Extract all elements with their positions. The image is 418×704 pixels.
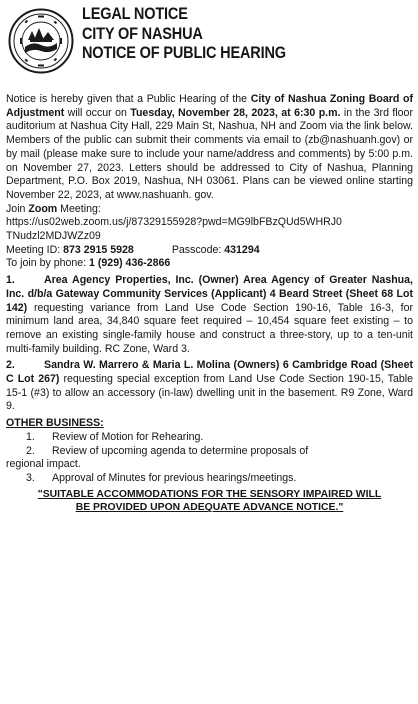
other-business-item [6, 445, 413, 459]
meeting-id-value: 873 2915 5928 [63, 243, 134, 256]
other-business-text: Review of Motion for Rehearing. [52, 430, 204, 443]
other-business-item [6, 472, 413, 486]
accommodation-notice-line-1: "SUITABLE ACCOMMODATIONS FOR THE SENSORY IMPAIRED WILL [37, 488, 382, 500]
agenda-item-title: Area Agency Properties, Inc. (Owner) Area Agency of Greater Nashua, Inc. d/b/a Gateway Community Services (Applicant) 4 Beard Street (Sheet 68 Lot 142) [6, 274, 413, 314]
other-business-text: Review of upcoming agenda to determine proposals of [52, 444, 309, 457]
intro-text-2: will occur on [64, 106, 131, 119]
other-business-number: 3. [26, 471, 35, 484]
intro-board: City of Nashua Zoning Board of Adjustment [6, 93, 414, 119]
intro-date: Tuesday, November 28, 2023, at 6:30 p.m. [130, 106, 341, 119]
other-business-number: 2. [26, 444, 35, 457]
accommodation-notice-line-2: BE PROVIDED UPON ADEQUATE ADVANCE NOTICE." [75, 502, 344, 514]
heading-city: CITY OF NASHUA [82, 24, 203, 43]
heading-legal-notice: LEGAL NOTICE [82, 5, 188, 23]
phone-value: 1 (929) 436-2866 [89, 257, 171, 270]
zoom-phone: To join by phone: 1 (929) 436-2866 [6, 257, 171, 270]
agenda-item-number: 1. [6, 274, 15, 287]
intro-text-3: in the 3rd floor auditorium at Nashua City Hall, 229 Main St, Nashua, NH and Zoom via the link below. Members of the public can submit their comments via email to (zb@nashuanh.gov) or by mail (please make sure to include your name/address and comments) by 5:00 p.m. on November 27, 2023. Letters should be addressed to City of Nashua, Planning Department, P.O. Box 2019, Nashua, NH 03061. Plans can be viewed online starting November 22, 2023, at www.nashuanh. gov. [6, 106, 413, 201]
zoom-link-line-2[interactable]: TNudzl2MDJWZz09 [6, 230, 101, 243]
agenda-item-title: Sandra W. Marrero & Maria L. Molina (Owners) 6 Cambridge Road (Sheet C Lot 267) [6, 359, 413, 386]
agenda-item-1 [6, 274, 413, 356]
agenda-item-text: requesting special exception from Land Use Code Section 190-15, Table 15-1 (#3) to allow an accessory (in-law) dwelling unit in the basement. R9 Zone, Ward 9. [6, 373, 413, 413]
city-seal-icon [8, 8, 74, 74]
zoom-heading: Join Zoom Meeting: [6, 202, 101, 215]
agenda-item-text: requesting variance from Land Use Code Section 190-16, Table 16-3, for minimum land area, 34,840 square feet required – 10,454 square feet existing – to remove an existing single-family house and construct a three-story, up to a ten-unit multi-family building. RC Zone, Ward 3. [6, 301, 413, 355]
passcode-value: 431294 [224, 243, 260, 256]
other-business-item [6, 431, 413, 445]
other-business-text-continued: regional impact. [6, 458, 81, 471]
zoom-link-line-1[interactable]: https://us02web.zoom.us/j/87329155928?pwd=MG9lbFBzQUd5WHRJ0 [6, 216, 342, 229]
masthead [6, 4, 413, 93]
intro-paragraph [6, 93, 413, 203]
other-business-text: Approval of Minutes for previous hearings/meetings. [52, 471, 297, 484]
agenda-item-number: 2. [6, 359, 15, 372]
zoom-meeting-id: Meeting ID: 873 2915 5928 Passcode: 431294 [6, 243, 260, 256]
intro-text-1: Notice is hereby given that a Public Hearing of the [6, 93, 251, 105]
other-business-number: 1. [26, 430, 35, 443]
agenda-item-2 [6, 359, 413, 414]
other-business-heading: OTHER BUSINESS: [6, 417, 104, 430]
zoom-label: Zoom [28, 202, 58, 215]
notice-titles [82, 4, 314, 64]
heading-hearing: NOTICE OF PUBLIC HEARING [82, 44, 286, 62]
